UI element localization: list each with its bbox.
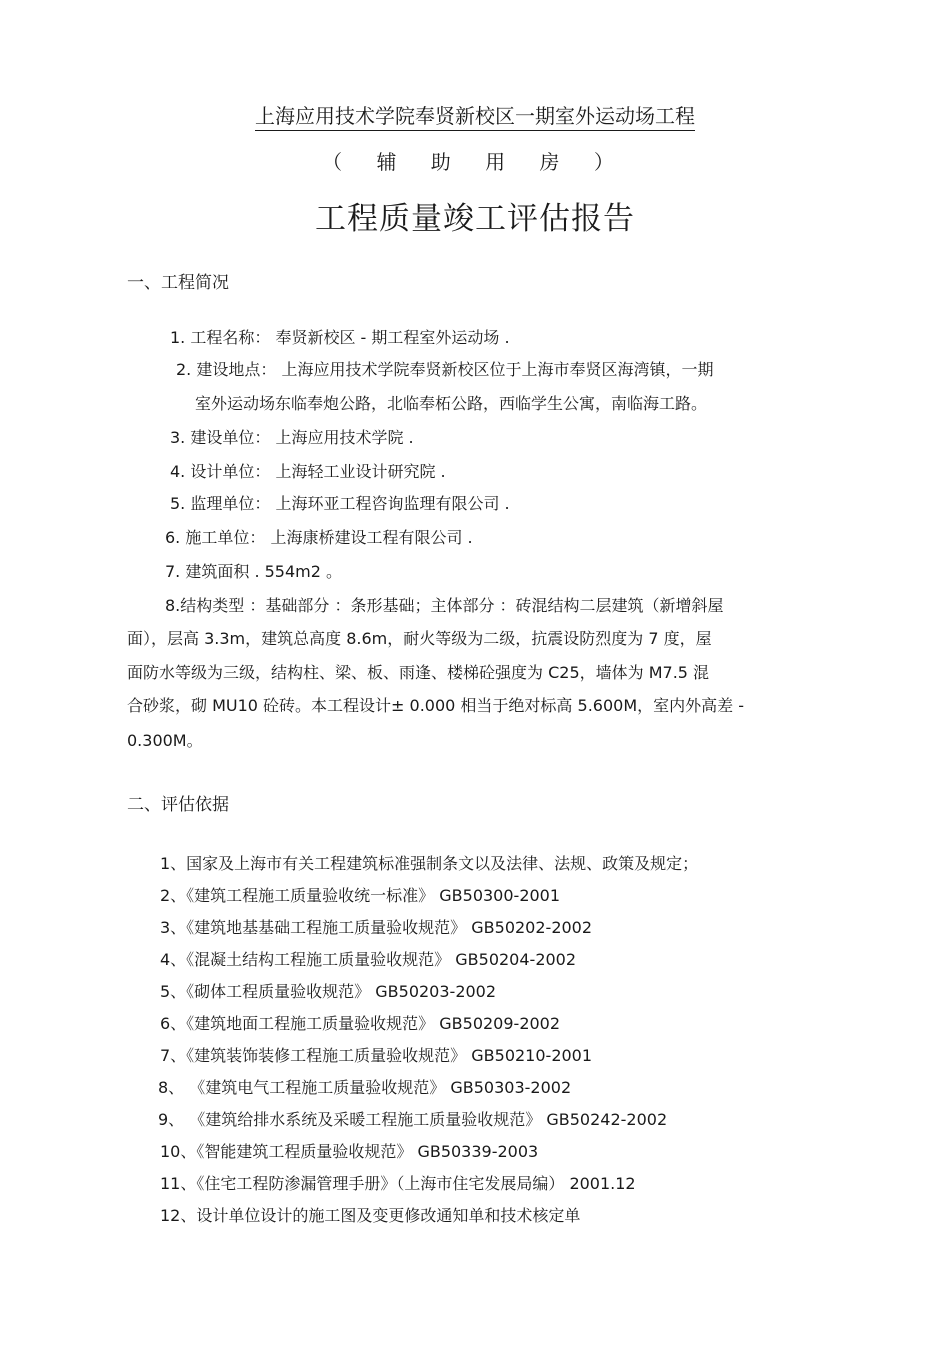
subtitle: （ 辅 助 用 房 ） [322, 150, 628, 174]
basis-item: 12、设计单位设计的施工图及变更修改通知单和技术核定单 [160, 1206, 581, 1225]
basis-item: 10、《智能建筑工程质量验收规范》 GB50339-2003 [160, 1142, 539, 1161]
basis-item: 5、《砌体工程质量验收规范》 GB50203-2002 [160, 982, 497, 1001]
overview-item: 4. 设计单位： 上海轻工业设计研究院 . [170, 462, 446, 481]
basis-item: 6、《建筑地面工程施工质量验收规范》 GB50209-2002 [160, 1014, 561, 1033]
basis-item: 9、 《建筑给排水系统及采暖工程施工质量验收规范》 GB50242-2002 [158, 1110, 668, 1129]
structure-line: 面），层高 3.3m，建筑总高度 8.6m，耐火等级为二级，抗震设防烈度为 7 度，屋 [127, 629, 712, 648]
project-title [0, 102, 950, 130]
structure-line: 8.结构类型 ：基础部分 ：条形基础；主体部分 ：砖混结构二层建筑（新增斜屋 [165, 596, 724, 615]
section-heading-overview: 一、工程简况 [127, 273, 229, 293]
overview-item: 3. 建设单位： 上海应用技术学院 . [170, 428, 414, 447]
basis-item: 8、 《建筑电气工程施工质量验收规范》 GB50303-2002 [158, 1078, 572, 1097]
overview-item: 1. 工程名称： 奉贤新校区 - 期工程室外运动场 . [170, 328, 510, 347]
structure-line: 0.300M。 [127, 731, 203, 750]
project-title-text: 上海应用技术学院奉贤新校区一期室外运动场工程 [255, 104, 695, 131]
basis-item: 2、《建筑工程施工质量验收统一标准》 GB50300-2001 [160, 886, 561, 905]
basis-item: 1、国家及上海市有关工程建筑标准强制条文以及法律、法规、政策及规定； [160, 854, 699, 873]
structure-line: 面防水等级为三级，结构柱、梁、板、雨逢、楼梯砼强度为 C25，墙体为 M7.5 混 [127, 663, 710, 682]
report-title: 工程质量竣工评估报告 [315, 201, 635, 237]
structure-line: 合砂浆，砌 MU10 砼砖。本工程设计± 0.000 相当于绝对标高 5.600M，室内外高差 - [127, 696, 744, 715]
overview-item: 室外运动场东临奉炮公路，北临奉柘公路，西临学生公寓，南临海工路。 [195, 394, 708, 413]
basis-item: 3、《建筑地基基础工程施工质量验收规范》 GB50202-2002 [160, 918, 593, 937]
overview-item: 5. 监理单位： 上海环亚工程咨询监理有限公司 . [170, 494, 510, 513]
overview-item: 2. 建设地点： 上海应用技术学院奉贤新校区位于上海市奉贤区海湾镇，一期 [176, 360, 714, 379]
section-heading-basis: 二、评估依据 [127, 795, 229, 815]
basis-item: 4、《混凝土结构工程施工质量验收规范》 GB50204-2002 [160, 950, 577, 969]
overview-item: 6. 施工单位： 上海康桥建设工程有限公司 . [165, 528, 473, 547]
overview-item: 7. 建筑面积 . 554m2 。 [165, 562, 343, 581]
basis-item: 11、《住宅工程防渗漏管理手册》（上海市住宅发展局编） 2001.12 [160, 1174, 636, 1193]
basis-item: 7、《建筑装饰装修工程施工质量验收规范》 GB50210-2001 [160, 1046, 593, 1065]
